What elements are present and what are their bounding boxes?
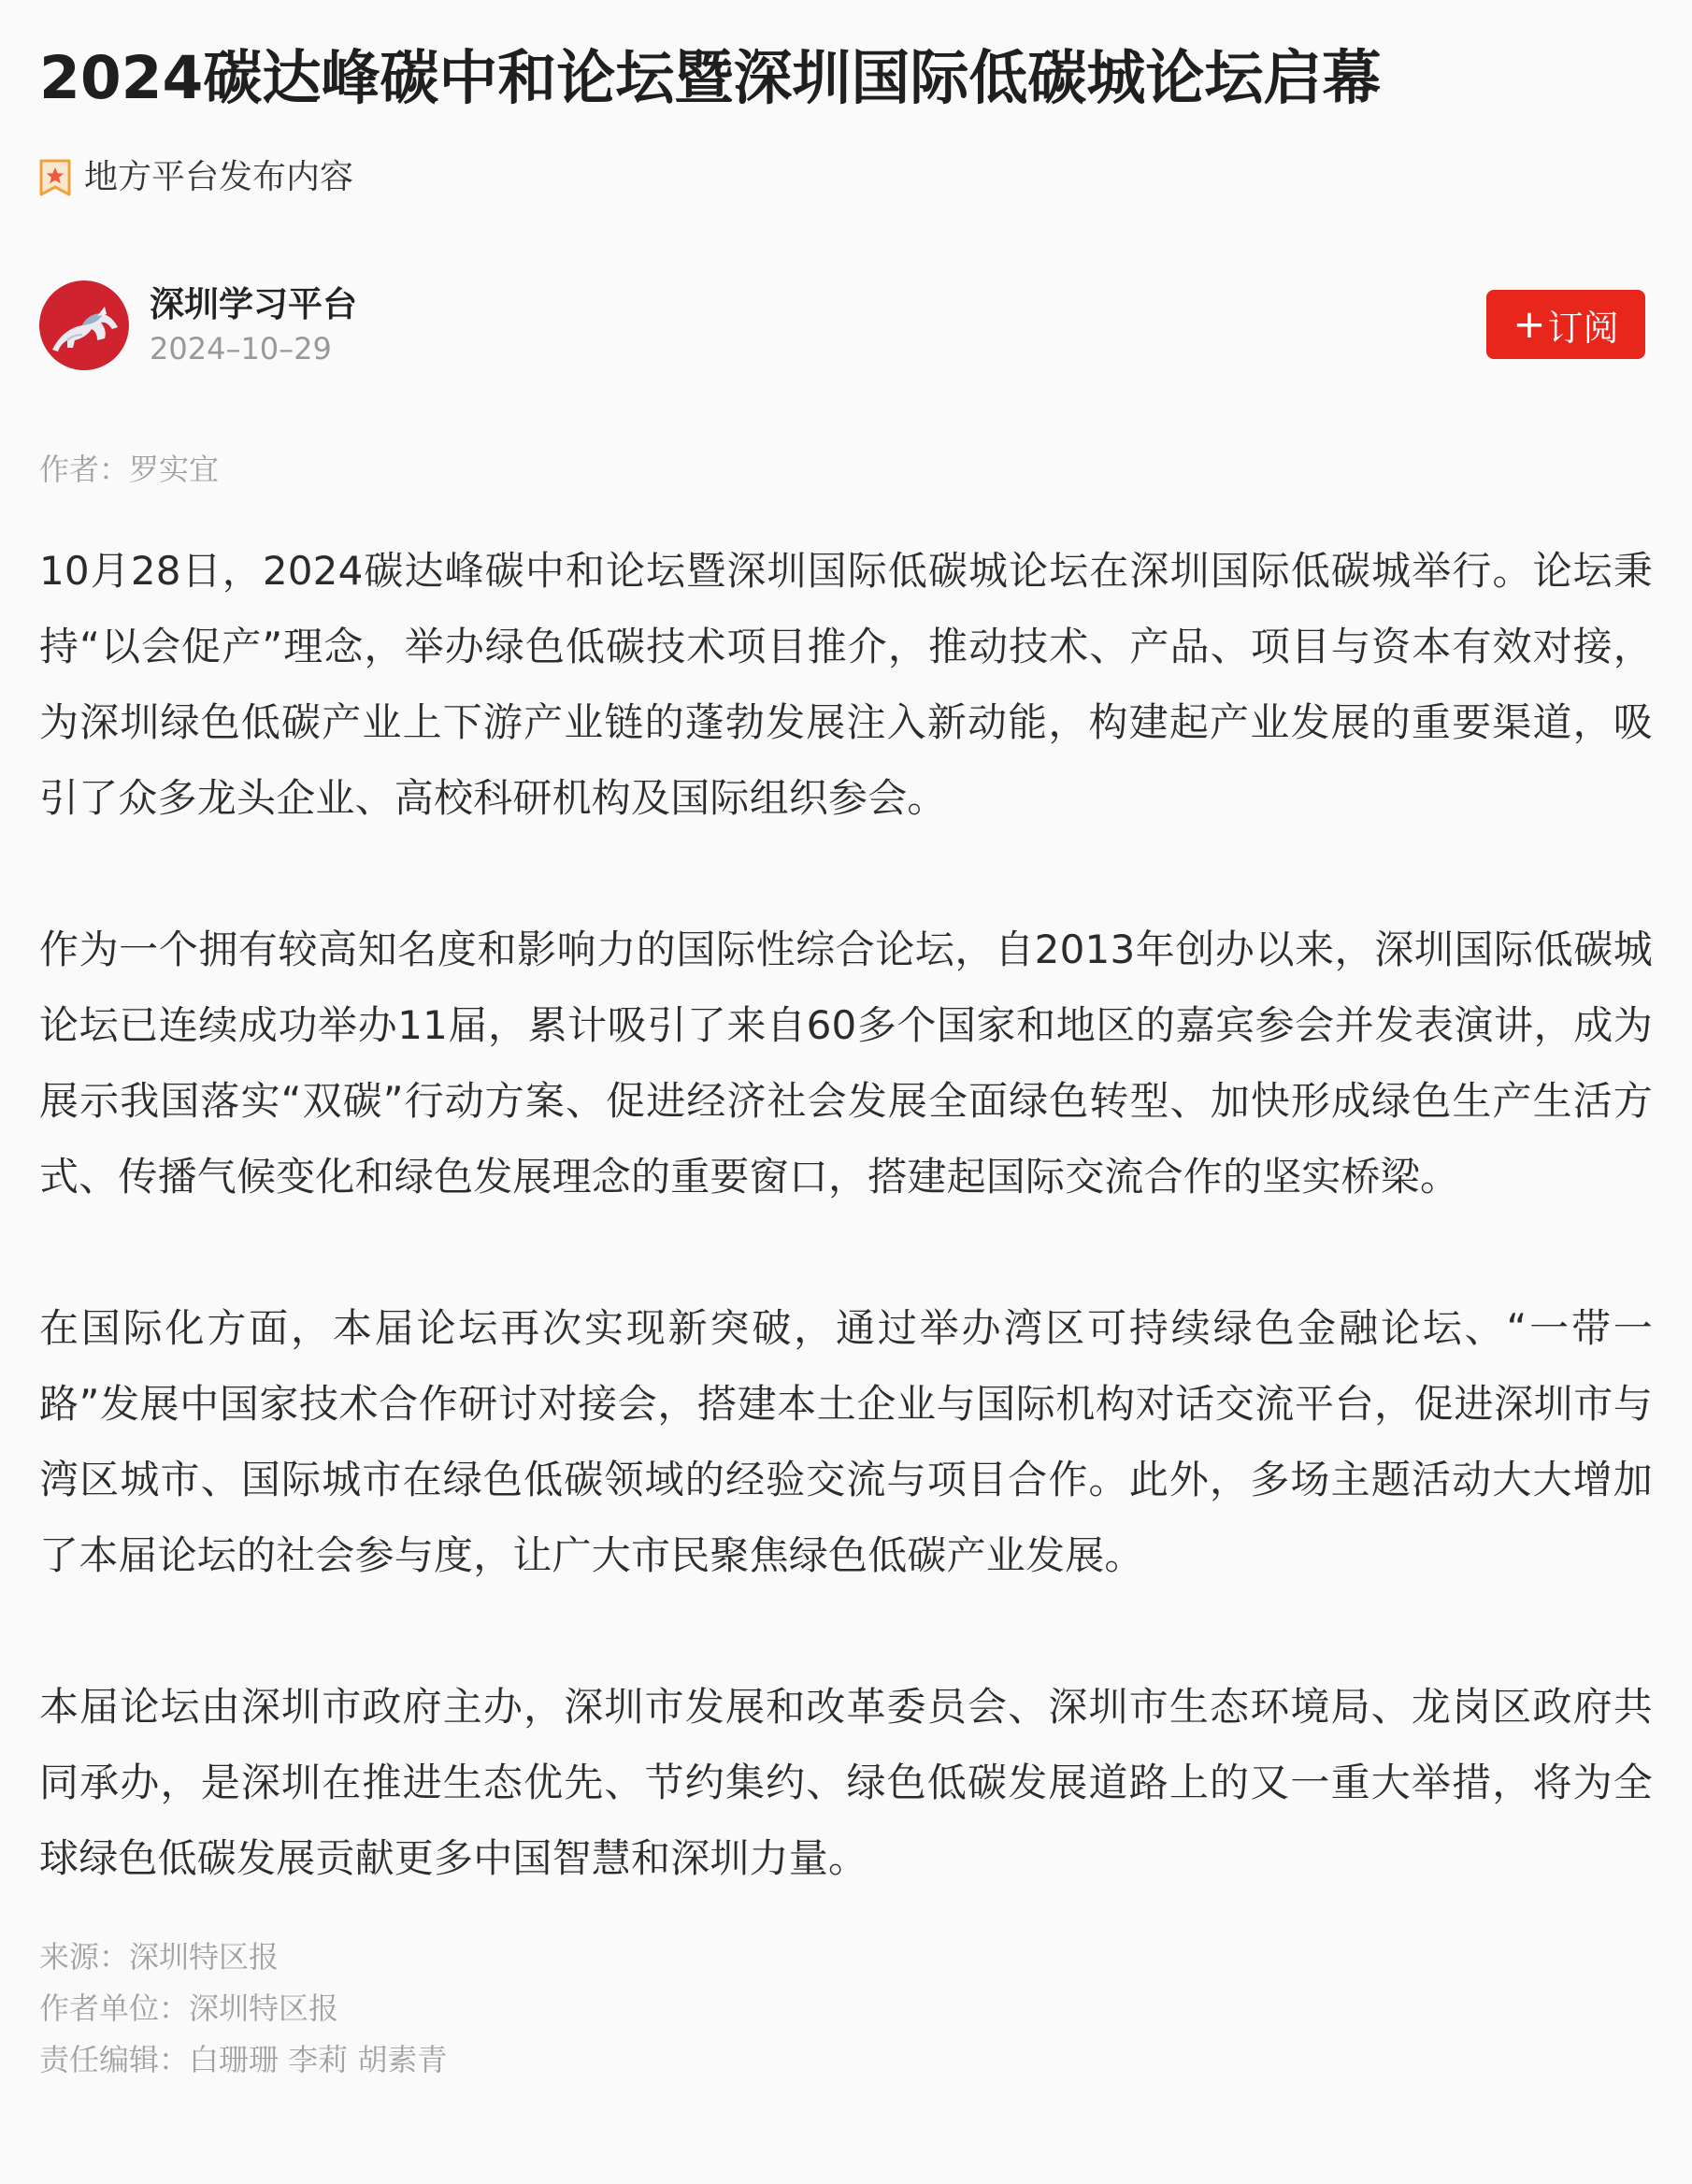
- article-paragraph: 10月28日，2024碳达峰碳中和论坛暨深圳国际低碳城论坛在深圳国际低碳城举行。论坛秉持“以会促产”理念，举办绿色低碳技术项目推介，推动技术、产品、项目与资本有效对接，为深圳绿色低碳产业上下游产业链的蓬勃发展注入新动能，构建起产业发展的重要渠道，吸引了众多龙头企业、高校科研机构及国际组织参会。: [39, 548, 1653, 821]
- article-title: 2024碳达峰碳中和论坛暨深圳国际低碳城论坛启幕: [39, 44, 1382, 112]
- article-paragraph: 在国际化方面，本届论坛再次实现新突破，通过举办湾区可持续绿色金融论坛、“一带一路”发展中国家技术合作研讨对接会，搭建本土企业与国际机构对话交流平台，促进深圳市与湾区城市、国际城市在绿色低碳领域的经验交流与项目合作。此外，多场主题活动大大增加了本届论坛的社会参与度，让广大市民聚焦绿色低碳产业发展。: [39, 1305, 1653, 1578]
- article-footer-meta: [39, 1932, 1653, 2086]
- star-badge-icon: [39, 159, 71, 196]
- channel-meta: [150, 283, 357, 367]
- plus-icon: +: [1513, 301, 1546, 347]
- publish-date: 2024–10–29: [150, 331, 332, 366]
- article-body: [39, 533, 1653, 1896]
- channel-header: [39, 280, 1653, 370]
- source-line: 来源：深圳特区报: [39, 1939, 280, 1975]
- editors-line: 责任编辑：白珊珊 李莉 胡素青: [39, 2042, 448, 2077]
- channel-name[interactable]: 深圳学习平台: [150, 284, 357, 324]
- subscribe-button[interactable]: [1486, 290, 1645, 359]
- article-paragraph: 本届论坛由深圳市政府主办，深圳市发展和改革委员会、深圳市生态环境局、龙岗区政府共同承办，是深圳在推进生态优先、节约集约、绿色低碳发展道路上的又一重大举措，将为全球绿色低碳发展贡献更多中国智慧和深圳力量。: [39, 1684, 1653, 1881]
- author-unit-line: 作者单位：深圳特区报: [39, 1990, 339, 2026]
- local-platform-tag: [39, 157, 1653, 198]
- channel-avatar[interactable]: [39, 280, 129, 370]
- article-byline: 作者：罗实宜: [39, 452, 220, 487]
- local-platform-tag-label: 地方平台发布内容: [84, 158, 354, 196]
- article-paragraph: 作为一个拥有较高知名度和影响力的国际性综合论坛，自2013年创办以来，深圳国际低碳城论坛已连续成功举办11届，累计吸引了来自60多个国家和地区的嘉宾参会并发表演讲，成为展示我国落实“双碳”行动方案、促进经济社会发展全面绿色转型、加快形成绿色生产生活方式、传播气候变化和绿色发展理念的重要窗口，搭建起国际交流合作的坚实桥梁。: [39, 927, 1653, 1200]
- subscribe-button-label: 订阅: [1547, 307, 1619, 349]
